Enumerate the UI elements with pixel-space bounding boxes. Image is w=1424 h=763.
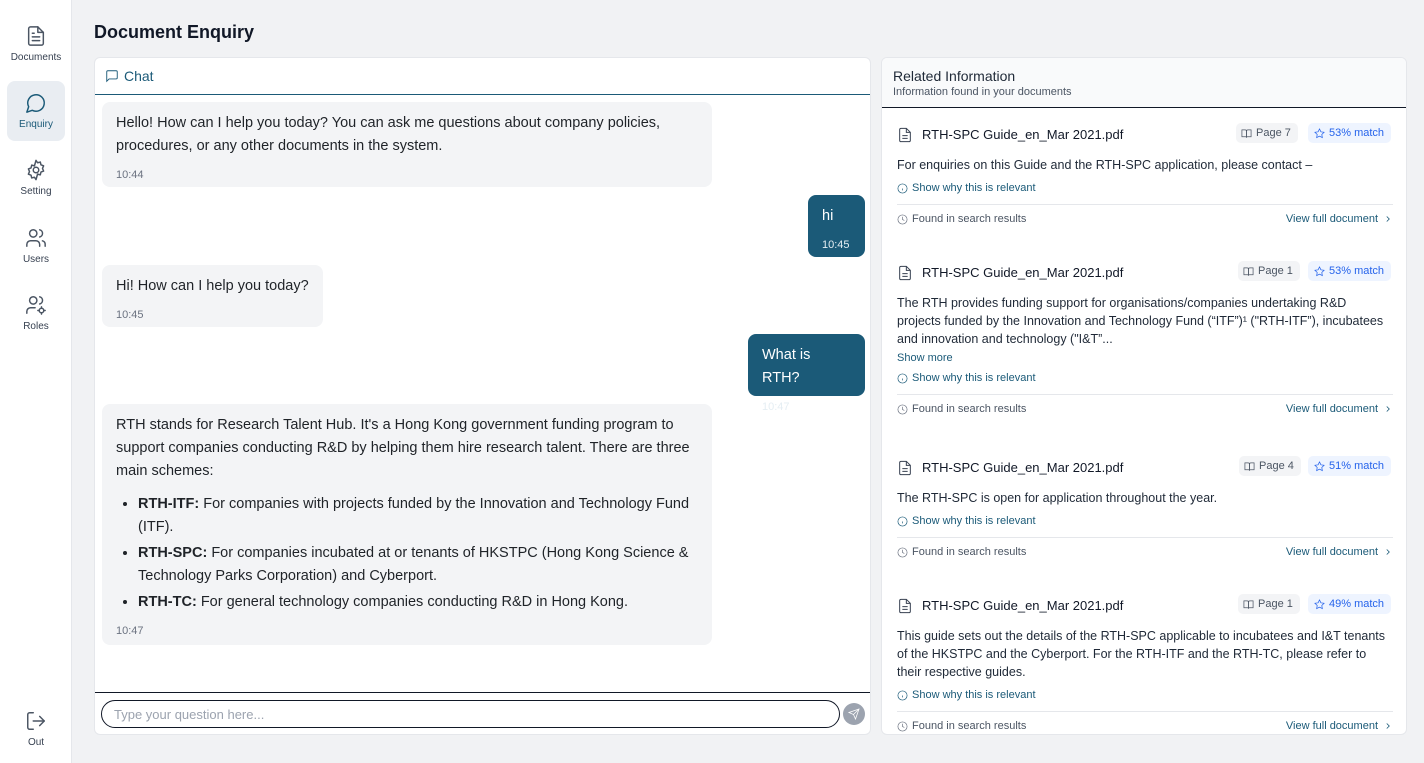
star-icon	[1314, 461, 1325, 472]
list-item	[138, 591, 698, 614]
message-text: Hi! How can I help you today?	[116, 278, 309, 294]
view-document-label: View full document	[1285, 546, 1378, 558]
sidebar-item-documents[interactable]	[7, 14, 65, 74]
book-icon	[1241, 128, 1252, 139]
view-document-label: View full document	[1285, 213, 1378, 225]
view-document-link[interactable]	[1286, 546, 1393, 558]
excerpt: For enquiries on this Guide and the RTH-SPC application, please contact –	[897, 158, 1313, 172]
bot-message	[102, 265, 323, 327]
sidebar-item-label: Setting	[20, 186, 52, 197]
clock-icon	[897, 547, 908, 558]
message-list	[95, 96, 871, 692]
user-message	[808, 195, 865, 257]
scheme-desc: For companies incubated at or tenants of HKSTPC (Hong Kong Science & Technology Parks Corporation) and Cyberport.	[138, 545, 689, 584]
view-document-link[interactable]	[1286, 720, 1393, 732]
found-label	[897, 403, 1026, 415]
related-list	[882, 109, 1407, 735]
relevance-label: Show why this is relevant	[912, 689, 1036, 701]
logout-icon	[25, 710, 47, 732]
relevance-label: Show why this is relevant	[912, 182, 1036, 194]
page-label: Page 4	[1259, 460, 1294, 472]
star-icon	[1314, 266, 1325, 277]
document-icon	[25, 25, 47, 47]
scheme-desc: For general technology companies conducting R&D in Hong Kong.	[200, 594, 629, 610]
scheme-term: RTH-ITF:	[138, 496, 200, 512]
message-text: Hello! How can I help you today? You can ask me questions about company policies, procedures, or any other documents in the system.	[116, 115, 661, 154]
chat-input-bar	[95, 692, 871, 735]
sidebar	[0, 0, 72, 763]
sidebar-item-label: Documents	[10, 52, 62, 63]
star-icon	[1314, 599, 1325, 610]
relevance-label: Show why this is relevant	[912, 515, 1036, 527]
card-footer	[897, 204, 1393, 230]
result-card	[882, 455, 1407, 563]
message-time: 10:45	[116, 309, 144, 321]
chevron-right-icon	[1383, 721, 1393, 731]
bot-message	[102, 102, 712, 187]
view-document-link[interactable]	[1286, 403, 1393, 415]
logout-label: Out	[27, 737, 45, 748]
page-label: Page 1	[1258, 598, 1293, 610]
file-icon	[897, 459, 913, 477]
info-icon	[897, 690, 908, 701]
sidebar-item-label: Users	[22, 254, 50, 265]
found-label	[897, 213, 1026, 225]
user-message	[748, 334, 865, 413]
message-time: 10:47	[116, 625, 144, 637]
page-badge	[1236, 123, 1298, 143]
chat-header-label: Chat	[124, 68, 154, 84]
info-icon	[897, 516, 908, 527]
match-badge	[1308, 456, 1391, 476]
users-icon	[25, 227, 47, 249]
message-time: 10:44	[116, 169, 144, 181]
excerpt: The RTH provides funding support for organisations/companies undertaking R&D projects funded by the Innovation and Technology Fund (“ITF”)¹ ("RTH-ITF”), incubatees and innovation and technology ("I&T”...	[897, 296, 1384, 346]
clock-icon	[897, 214, 908, 225]
found-label	[897, 720, 1026, 732]
bot-message	[102, 404, 712, 645]
card-footer	[897, 537, 1393, 563]
result-card	[882, 593, 1407, 735]
chat-icon	[105, 69, 119, 83]
relevance-label: Show why this is relevant	[912, 372, 1036, 384]
page-label: Page 1	[1258, 265, 1293, 277]
logout-button[interactable]	[7, 702, 65, 756]
chat-icon	[25, 92, 47, 114]
gear-icon	[25, 159, 47, 181]
question-input[interactable]	[101, 700, 840, 728]
match-label: 53% match	[1329, 265, 1385, 277]
match-label: 49% match	[1329, 598, 1385, 610]
chevron-right-icon	[1383, 547, 1393, 557]
page-label: Page 7	[1256, 127, 1291, 139]
message-text: RTH stands for Research Talent Hub. It's a Hong Kong government funding program to support companies conducting R&D by helping them hire research talent. There are three main schemes:	[116, 417, 690, 479]
info-icon	[897, 183, 908, 194]
view-document-link[interactable]	[1286, 213, 1393, 225]
result-card	[882, 260, 1407, 420]
excerpt: This guide sets out the details of the RTH-SPC applicable to incubatees and I&T tenants of the HKSTPC and the Cyberport. For the RTH-ITF and the RTH-TC, please refer to their respective guides.	[897, 629, 1386, 679]
match-label: 53% match	[1329, 127, 1385, 139]
card-footer	[897, 394, 1393, 420]
found-text: Found in search results	[912, 213, 1027, 225]
roles-icon	[25, 294, 47, 316]
scheme-term: RTH-SPC:	[138, 545, 208, 561]
sidebar-item-label: Roles	[23, 321, 49, 332]
found-text: Found in search results	[912, 720, 1027, 732]
send-button[interactable]	[843, 703, 865, 725]
page-badge	[1239, 456, 1301, 476]
chat-panel	[94, 57, 871, 735]
book-icon	[1244, 461, 1255, 472]
scheme-term: RTH-TC:	[138, 594, 197, 610]
sidebar-item-label: Enquiry	[19, 119, 53, 130]
sidebar-item-roles[interactable]	[7, 283, 65, 343]
related-panel	[881, 57, 1407, 735]
view-document-label: View full document	[1285, 403, 1378, 415]
message-time: 10:47	[762, 401, 790, 413]
sidebar-item-setting[interactable]	[7, 148, 65, 208]
page-badge	[1238, 261, 1300, 281]
related-header	[882, 58, 1406, 108]
page-badge	[1238, 594, 1300, 614]
sidebar-item-enquiry[interactable]	[7, 81, 65, 141]
view-document-label: View full document	[1285, 720, 1378, 732]
match-badge	[1308, 261, 1391, 281]
send-icon	[848, 708, 860, 720]
file-icon	[897, 597, 913, 615]
book-icon	[1243, 599, 1254, 610]
star-icon	[1314, 128, 1325, 139]
file-name: RTH-SPC Guide_en_Mar 2021.pdf	[922, 460, 1124, 475]
book-icon	[1243, 266, 1254, 277]
page-title: Document Enquiry	[94, 22, 255, 42]
chat-header	[95, 58, 870, 95]
show-relevance-link[interactable]	[897, 182, 1393, 194]
file-icon	[897, 126, 913, 144]
result-card	[882, 122, 1407, 230]
match-badge	[1308, 123, 1391, 143]
clock-icon	[897, 721, 908, 732]
show-more-link[interactable]: Show more	[897, 352, 953, 364]
show-relevance-link[interactable]	[897, 689, 1393, 701]
found-label	[897, 546, 1026, 558]
card-footer	[897, 711, 1393, 735]
message-text: What is RTH?	[762, 347, 811, 386]
file-icon	[897, 264, 913, 282]
scheme-desc: For companies with projects funded by the Innovation and Technology Fund (ITF).	[138, 496, 690, 535]
chevron-right-icon	[1383, 214, 1393, 224]
clock-icon	[897, 404, 908, 415]
excerpt: The RTH-SPC is open for application throughout the year.	[897, 491, 1218, 505]
list-item	[138, 493, 698, 539]
found-text: Found in search results	[912, 546, 1027, 558]
chevron-right-icon	[1383, 404, 1393, 414]
related-subtitle: Information found in your documents	[893, 86, 1072, 98]
file-name: RTH-SPC Guide_en_Mar 2021.pdf	[922, 598, 1124, 613]
match-badge	[1308, 594, 1391, 614]
match-label: 51% match	[1329, 460, 1385, 472]
show-relevance-link[interactable]	[897, 372, 1393, 384]
file-name: RTH-SPC Guide_en_Mar 2021.pdf	[922, 265, 1124, 280]
message-text: hi	[822, 208, 834, 224]
message-time: 10:45	[822, 239, 850, 251]
related-title: Related Information	[893, 68, 1016, 84]
found-text: Found in search results	[912, 403, 1027, 415]
show-relevance-link[interactable]	[897, 515, 1393, 527]
scheme-list	[116, 493, 698, 614]
info-icon	[897, 373, 908, 384]
file-name: RTH-SPC Guide_en_Mar 2021.pdf	[922, 127, 1124, 142]
sidebar-item-users[interactable]	[7, 216, 65, 276]
list-item	[138, 542, 698, 588]
